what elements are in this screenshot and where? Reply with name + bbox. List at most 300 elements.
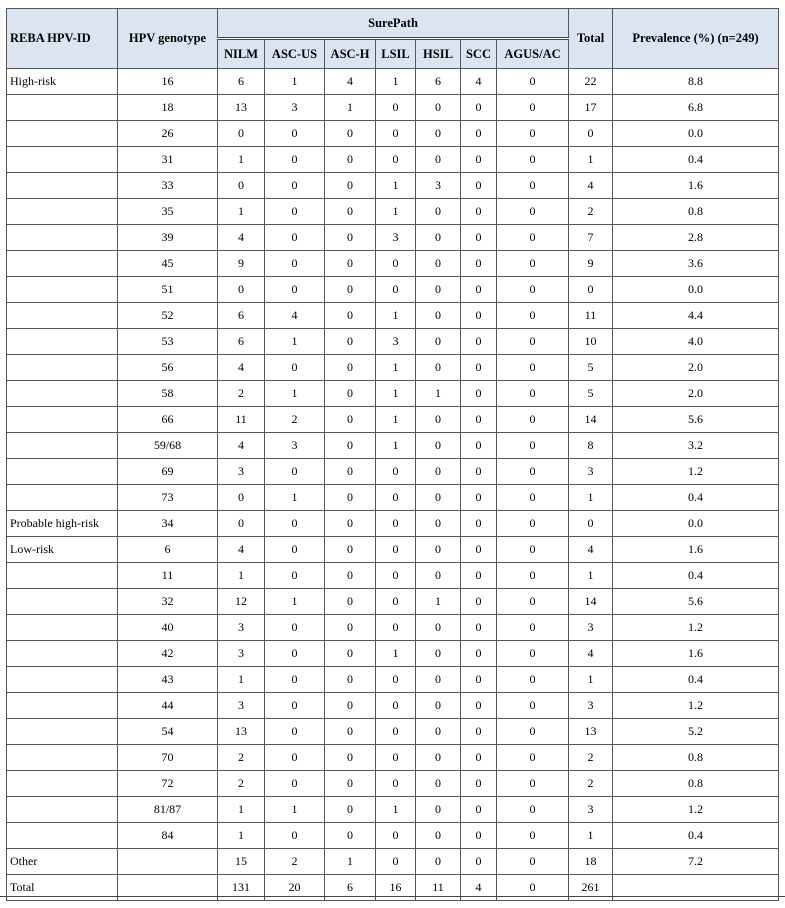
- cell-hsil: 0: [416, 433, 461, 459]
- table-row: [7, 719, 779, 745]
- cell-prevalence: 0.4: [613, 485, 779, 511]
- cell-agus-ac: 0: [497, 121, 569, 147]
- cell-hsil: 0: [416, 407, 461, 433]
- cell-agus-ac: 0: [497, 225, 569, 251]
- cell-total: 18: [569, 849, 613, 875]
- cell-hsil: 0: [416, 121, 461, 147]
- cell-lsil: 1: [376, 641, 416, 667]
- cell-asc-h: 0: [325, 719, 376, 745]
- cell-nilm: 1: [218, 667, 265, 693]
- cell-nilm: 0: [218, 173, 265, 199]
- cell-lsil: 0: [376, 667, 416, 693]
- cell-hsil: 0: [416, 563, 461, 589]
- cell-asc-h: 0: [325, 693, 376, 719]
- cell-nilm: 11: [218, 407, 265, 433]
- cell-hsil: 0: [416, 459, 461, 485]
- cell-asc-us: 0: [265, 823, 325, 849]
- cell-scc: 0: [461, 563, 497, 589]
- cell-scc: 0: [461, 173, 497, 199]
- cell-agus-ac: 0: [497, 771, 569, 797]
- cell-hsil: 0: [416, 199, 461, 225]
- cell-total: 2: [569, 745, 613, 771]
- cell-lsil: 1: [376, 797, 416, 823]
- cell-lsil: 0: [376, 563, 416, 589]
- cell-asc-h: 0: [325, 329, 376, 355]
- cell-nilm: 1: [218, 823, 265, 849]
- cell-category: Probable high-risk: [7, 511, 118, 537]
- cell-agus-ac: 0: [497, 615, 569, 641]
- cell-total: 0: [569, 121, 613, 147]
- cell-asc-us: 0: [265, 147, 325, 173]
- table-row: [7, 615, 779, 641]
- table-row: [7, 147, 779, 173]
- cell-asc-us: 3: [265, 95, 325, 121]
- cell-category: [7, 407, 118, 433]
- cell-category: Other: [7, 849, 118, 875]
- table-row: [7, 173, 779, 199]
- cell-asc-h: 1: [325, 95, 376, 121]
- cell-hsil: 0: [416, 797, 461, 823]
- cell-genotype: 72: [118, 771, 218, 797]
- cell-total: 22: [569, 69, 613, 95]
- cell-hsil: 0: [416, 719, 461, 745]
- cell-total: 1: [569, 563, 613, 589]
- cell-agus-ac: 0: [497, 95, 569, 121]
- cell-agus-ac: 0: [497, 381, 569, 407]
- cell-asc-h: 0: [325, 251, 376, 277]
- cell-category: Low-risk: [7, 537, 118, 563]
- cell-agus-ac: 0: [497, 719, 569, 745]
- cell-genotype: 32: [118, 589, 218, 615]
- cell-lsil: 0: [376, 147, 416, 173]
- cell-asc-us: 0: [265, 121, 325, 147]
- cell-agus-ac: 0: [497, 745, 569, 771]
- header-lsil: LSIL: [376, 39, 416, 69]
- cell-lsil: 0: [376, 771, 416, 797]
- table-row: [7, 355, 779, 381]
- cell-nilm: 3: [218, 693, 265, 719]
- cell-asc-h: 0: [325, 537, 376, 563]
- cell-agus-ac: 0: [497, 303, 569, 329]
- cell-scc: 0: [461, 251, 497, 277]
- cell-asc-us: 0: [265, 251, 325, 277]
- cell-category: [7, 121, 118, 147]
- cell-asc-us: 1: [265, 69, 325, 95]
- cell-agus-ac: 0: [497, 511, 569, 537]
- header-reba-hpv-id: REBA HPV-ID: [7, 9, 118, 69]
- cell-total: 3: [569, 459, 613, 485]
- cell-total: 1: [569, 667, 613, 693]
- cell-prevalence: 0.4: [613, 147, 779, 173]
- cell-hsil: 11: [416, 875, 461, 901]
- cell-prevalence: 0.8: [613, 771, 779, 797]
- cell-asc-h: 6: [325, 875, 376, 901]
- cell-scc: 0: [461, 823, 497, 849]
- cell-nilm: 1: [218, 563, 265, 589]
- cell-prevalence: 5.6: [613, 407, 779, 433]
- cell-nilm: 1: [218, 199, 265, 225]
- cell-category: High-risk: [7, 69, 118, 95]
- cell-hsil: 0: [416, 771, 461, 797]
- cell-scc: 0: [461, 667, 497, 693]
- cell-genotype: 6: [118, 537, 218, 563]
- cell-category: [7, 563, 118, 589]
- cell-prevalence: 0.0: [613, 121, 779, 147]
- hpv-genotype-table-container: [6, 8, 778, 901]
- cell-asc-h: 0: [325, 121, 376, 147]
- cell-total: 10: [569, 329, 613, 355]
- cell-agus-ac: 0: [497, 797, 569, 823]
- cell-asc-us: 0: [265, 173, 325, 199]
- cell-hsil: 0: [416, 251, 461, 277]
- cell-asc-us: 1: [265, 589, 325, 615]
- cell-category: [7, 745, 118, 771]
- cell-scc: 4: [461, 69, 497, 95]
- cell-nilm: 0: [218, 277, 265, 303]
- cell-hsil: 0: [416, 823, 461, 849]
- cell-lsil: 3: [376, 329, 416, 355]
- cell-category: [7, 459, 118, 485]
- cell-asc-h: 0: [325, 407, 376, 433]
- table-row: [7, 459, 779, 485]
- cell-genotype: 52: [118, 303, 218, 329]
- cell-genotype: 26: [118, 121, 218, 147]
- cell-hsil: 0: [416, 329, 461, 355]
- cell-nilm: 0: [218, 121, 265, 147]
- cell-hsil: 1: [416, 381, 461, 407]
- cell-prevalence: 1.2: [613, 797, 779, 823]
- cell-genotype: 45: [118, 251, 218, 277]
- cell-category: [7, 615, 118, 641]
- cell-asc-us: 4: [265, 303, 325, 329]
- cell-total: 3: [569, 615, 613, 641]
- cell-prevalence: 0.8: [613, 745, 779, 771]
- cell-hsil: 0: [416, 355, 461, 381]
- cell-prevalence: 5.6: [613, 589, 779, 615]
- cell-category: [7, 641, 118, 667]
- cell-genotype: 69: [118, 459, 218, 485]
- cell-category: [7, 147, 118, 173]
- cell-scc: 0: [461, 615, 497, 641]
- cell-scc: 0: [461, 303, 497, 329]
- table-row: [7, 589, 779, 615]
- cell-prevalence: 1.6: [613, 537, 779, 563]
- cell-hsil: 0: [416, 849, 461, 875]
- header-prevalence: Prevalence (%) (n=249): [613, 9, 779, 69]
- table-row: [7, 303, 779, 329]
- cell-total: 8: [569, 433, 613, 459]
- header-agus-ac: AGUS/AC: [497, 39, 569, 69]
- cell-lsil: 0: [376, 485, 416, 511]
- cell-agus-ac: 0: [497, 589, 569, 615]
- cell-asc-h: 0: [325, 355, 376, 381]
- cell-hsil: 1: [416, 589, 461, 615]
- cell-genotype: 53: [118, 329, 218, 355]
- cell-genotype: 35: [118, 199, 218, 225]
- cell-nilm: 1: [218, 797, 265, 823]
- cell-prevalence: 2.0: [613, 381, 779, 407]
- cell-scc: 0: [461, 355, 497, 381]
- cell-nilm: 131: [218, 875, 265, 901]
- cell-hsil: 0: [416, 485, 461, 511]
- cell-scc: 4: [461, 875, 497, 901]
- cell-nilm: 3: [218, 459, 265, 485]
- header-hsil: HSIL: [416, 39, 461, 69]
- cell-lsil: 1: [376, 199, 416, 225]
- cell-total: 1: [569, 147, 613, 173]
- cell-asc-us: 0: [265, 667, 325, 693]
- cell-lsil: 0: [376, 277, 416, 303]
- cell-prevalence: 1.6: [613, 641, 779, 667]
- cell-lsil: 3: [376, 225, 416, 251]
- cell-total: 9: [569, 251, 613, 277]
- cell-agus-ac: 0: [497, 355, 569, 381]
- cell-prevalence: 3.2: [613, 433, 779, 459]
- table-row: [7, 563, 779, 589]
- cell-category: [7, 95, 118, 121]
- cell-asc-h: 0: [325, 667, 376, 693]
- cell-hsil: 0: [416, 745, 461, 771]
- cell-asc-us: 0: [265, 199, 325, 225]
- table-row: [7, 199, 779, 225]
- cell-agus-ac: 0: [497, 485, 569, 511]
- cell-genotype: 58: [118, 381, 218, 407]
- cell-agus-ac: 0: [497, 537, 569, 563]
- cell-asc-h: 0: [325, 459, 376, 485]
- cell-scc: 0: [461, 745, 497, 771]
- cell-category: [7, 355, 118, 381]
- cell-total: 17: [569, 95, 613, 121]
- cell-asc-us: 0: [265, 225, 325, 251]
- cell-prevalence: 8.8: [613, 69, 779, 95]
- cell-category: [7, 693, 118, 719]
- cell-scc: 0: [461, 537, 497, 563]
- cell-nilm: 2: [218, 771, 265, 797]
- cell-genotype: [118, 849, 218, 875]
- cell-asc-us: 0: [265, 355, 325, 381]
- cell-scc: 0: [461, 433, 497, 459]
- cell-asc-h: 0: [325, 511, 376, 537]
- cell-nilm: 4: [218, 355, 265, 381]
- cell-prevalence: 4.4: [613, 303, 779, 329]
- cell-hsil: 0: [416, 95, 461, 121]
- cell-nilm: 0: [218, 485, 265, 511]
- table-row: [7, 745, 779, 771]
- cell-lsil: 0: [376, 745, 416, 771]
- cell-category: [7, 329, 118, 355]
- cell-agus-ac: 0: [497, 329, 569, 355]
- cell-genotype: 34: [118, 511, 218, 537]
- cell-genotype: 51: [118, 277, 218, 303]
- cell-agus-ac: 0: [497, 563, 569, 589]
- cell-asc-h: 0: [325, 381, 376, 407]
- cell-asc-us: 0: [265, 459, 325, 485]
- cell-category: [7, 485, 118, 511]
- cell-asc-h: 0: [325, 641, 376, 667]
- cell-lsil: 1: [376, 303, 416, 329]
- cell-scc: 0: [461, 199, 497, 225]
- cell-agus-ac: 0: [497, 459, 569, 485]
- cell-nilm: 6: [218, 329, 265, 355]
- cell-prevalence: 0.4: [613, 823, 779, 849]
- cell-total: 1: [569, 485, 613, 511]
- cell-genotype: 56: [118, 355, 218, 381]
- cell-genotype: 66: [118, 407, 218, 433]
- cell-lsil: 0: [376, 511, 416, 537]
- header-asc-us: ASC-US: [265, 39, 325, 69]
- header-surepath: SurePath: [218, 9, 569, 39]
- cell-prevalence: 0.0: [613, 511, 779, 537]
- cell-total: 13: [569, 719, 613, 745]
- cell-asc-us: 0: [265, 563, 325, 589]
- cell-agus-ac: 0: [497, 823, 569, 849]
- cell-prevalence: 1.6: [613, 173, 779, 199]
- cell-lsil: 16: [376, 875, 416, 901]
- cell-category: [7, 303, 118, 329]
- cell-hsil: 0: [416, 641, 461, 667]
- cell-total: 0: [569, 511, 613, 537]
- cell-asc-us: 2: [265, 849, 325, 875]
- cell-agus-ac: 0: [497, 147, 569, 173]
- table-row: [7, 511, 779, 537]
- cell-category: [7, 771, 118, 797]
- cell-scc: 0: [461, 459, 497, 485]
- cell-category: [7, 199, 118, 225]
- cell-hsil: 0: [416, 615, 461, 641]
- table-row: [7, 407, 779, 433]
- cell-asc-us: 0: [265, 511, 325, 537]
- cell-prevalence: 2.8: [613, 225, 779, 251]
- cell-agus-ac: 0: [497, 693, 569, 719]
- cell-lsil: 0: [376, 719, 416, 745]
- table-row: [7, 329, 779, 355]
- table-row: [7, 823, 779, 849]
- cell-scc: 0: [461, 121, 497, 147]
- table-row: [7, 277, 779, 303]
- header-nilm: NILM: [218, 39, 265, 69]
- cell-total: 3: [569, 693, 613, 719]
- cell-category: [7, 381, 118, 407]
- header-hpv-genotype: HPV genotype: [118, 9, 218, 69]
- header-scc: SCC: [461, 39, 497, 69]
- cell-total: 11: [569, 303, 613, 329]
- cell-lsil: 0: [376, 693, 416, 719]
- cell-prevalence: 4.0: [613, 329, 779, 355]
- cell-total: 4: [569, 173, 613, 199]
- cell-asc-h: 0: [325, 797, 376, 823]
- cell-agus-ac: 0: [497, 69, 569, 95]
- table-row: [7, 381, 779, 407]
- cell-scc: 0: [461, 147, 497, 173]
- cell-total: 1: [569, 823, 613, 849]
- cell-genotype: 16: [118, 69, 218, 95]
- cell-prevalence: 0.0: [613, 277, 779, 303]
- cell-lsil: 1: [376, 173, 416, 199]
- cell-prevalence: 1.2: [613, 615, 779, 641]
- header-asc-h: ASC-H: [325, 39, 376, 69]
- cell-hsil: 0: [416, 667, 461, 693]
- cell-scc: 0: [461, 693, 497, 719]
- cell-agus-ac: 0: [497, 199, 569, 225]
- cell-asc-h: 0: [325, 199, 376, 225]
- cell-total: 2: [569, 771, 613, 797]
- cell-asc-h: 0: [325, 485, 376, 511]
- cell-total: 2: [569, 199, 613, 225]
- table-body: [7, 69, 779, 901]
- cell-hsil: 0: [416, 511, 461, 537]
- cell-total: 4: [569, 537, 613, 563]
- cell-nilm: 13: [218, 719, 265, 745]
- cell-prevalence: 1.2: [613, 459, 779, 485]
- cell-asc-us: 20: [265, 875, 325, 901]
- cell-category: [7, 589, 118, 615]
- table-row: [7, 667, 779, 693]
- cell-asc-h: 1: [325, 849, 376, 875]
- cell-lsil: 0: [376, 537, 416, 563]
- table-row: [7, 485, 779, 511]
- cell-lsil: 0: [376, 615, 416, 641]
- cell-asc-h: 0: [325, 823, 376, 849]
- cell-scc: 0: [461, 381, 497, 407]
- cell-asc-h: 0: [325, 745, 376, 771]
- cell-genotype: 73: [118, 485, 218, 511]
- cell-scc: 0: [461, 407, 497, 433]
- table-row: [7, 771, 779, 797]
- cell-lsil: 0: [376, 589, 416, 615]
- cell-category: Total: [7, 875, 118, 901]
- table-row: [7, 225, 779, 251]
- header-total: Total: [569, 9, 613, 69]
- cell-asc-h: 0: [325, 147, 376, 173]
- cell-scc: 0: [461, 95, 497, 121]
- cell-asc-h: 0: [325, 303, 376, 329]
- cell-category: [7, 173, 118, 199]
- cell-agus-ac: 0: [497, 433, 569, 459]
- cell-hsil: 3: [416, 173, 461, 199]
- cell-nilm: 9: [218, 251, 265, 277]
- cell-prevalence: 6.8: [613, 95, 779, 121]
- cell-scc: 0: [461, 797, 497, 823]
- cell-hsil: 0: [416, 277, 461, 303]
- cell-prevalence: 0.4: [613, 563, 779, 589]
- cell-nilm: 2: [218, 381, 265, 407]
- cell-nilm: 4: [218, 225, 265, 251]
- cell-asc-h: 0: [325, 615, 376, 641]
- cell-nilm: 13: [218, 95, 265, 121]
- cell-scc: 0: [461, 589, 497, 615]
- cell-total: 3: [569, 797, 613, 823]
- cell-nilm: 3: [218, 615, 265, 641]
- cell-hsil: 6: [416, 69, 461, 95]
- cell-genotype: 43: [118, 667, 218, 693]
- cell-scc: 0: [461, 485, 497, 511]
- cell-total: 5: [569, 355, 613, 381]
- cell-category: [7, 225, 118, 251]
- cell-genotype: 59/68: [118, 433, 218, 459]
- cell-nilm: 3: [218, 641, 265, 667]
- cell-prevalence: 0.8: [613, 199, 779, 225]
- cell-asc-us: 0: [265, 641, 325, 667]
- cell-asc-h: 0: [325, 225, 376, 251]
- cell-category: [7, 433, 118, 459]
- cell-nilm: 6: [218, 69, 265, 95]
- cell-hsil: 0: [416, 147, 461, 173]
- cell-lsil: 1: [376, 355, 416, 381]
- cell-agus-ac: 0: [497, 407, 569, 433]
- cell-asc-h: 0: [325, 771, 376, 797]
- cell-asc-us: 0: [265, 277, 325, 303]
- cell-asc-h: 0: [325, 277, 376, 303]
